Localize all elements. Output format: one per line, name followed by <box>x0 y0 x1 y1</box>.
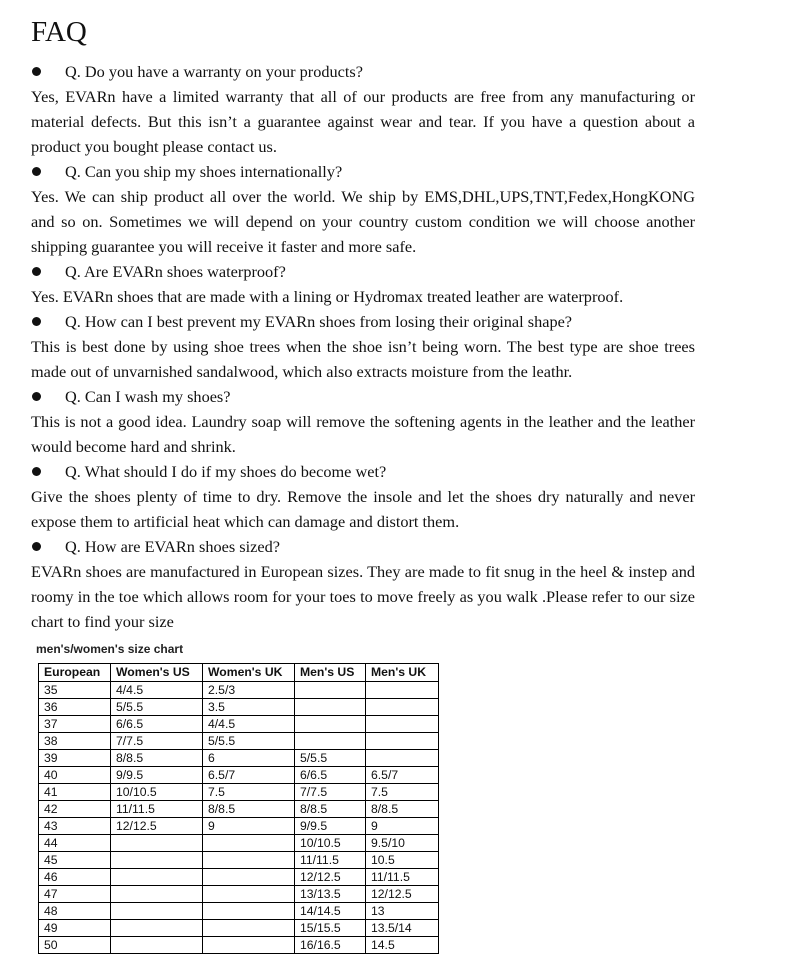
table-cell <box>366 750 439 767</box>
faq-answer: Yes, EVARn have a limited warranty that all of our products are free from any manufacturing or material defects. But this isn’t a guarantee against wear and tear. If you have a question about a product you bought please contact us. <box>31 87 695 156</box>
page-title: FAQ <box>31 16 87 48</box>
size-chart-title: men's/women's size chart <box>36 642 184 656</box>
table-cell: 40 <box>39 767 111 784</box>
table-row <box>39 818 439 835</box>
table-cell: 35 <box>39 682 111 699</box>
bullet-icon <box>32 467 41 476</box>
table-cell <box>111 852 203 869</box>
table-cell <box>366 733 439 750</box>
faq-answer: Yes. EVARn shoes that are made with a lining or Hydromax treated leather are waterproof. <box>31 287 624 306</box>
table-cell: 13 <box>366 903 439 920</box>
faq-answer: Give the shoes plenty of time to dry. Remove the insole and let the shoes dry naturally and never expose them to artificial heat which can damage and distort them. <box>31 487 695 531</box>
table-row <box>39 937 439 954</box>
table-cell <box>111 869 203 886</box>
faq-question: Q. Can you ship my shoes internationally? <box>31 159 695 184</box>
table-cell: 11/11.5 <box>111 801 203 818</box>
table-cell <box>203 869 295 886</box>
table-row <box>39 750 439 767</box>
faq-answer: This is best done by using shoe trees when the shoe isn’t being worn. The best type are shoe trees made out of unvarnished sandalwood, which also extracts moisture from the leathr. <box>31 337 695 381</box>
table-cell: 5/5.5 <box>203 733 295 750</box>
table-cell: 10/10.5 <box>295 835 366 852</box>
table-cell <box>111 937 203 954</box>
faq-answer: EVARn shoes are manufactured in European sizes. They are made to fit snug in the heel & instep and roomy in the toe which allows room for your toes to move freely as you walk .Please refer to our size chart to find your size <box>31 562 695 631</box>
table-row <box>39 716 439 733</box>
table-cell <box>111 903 203 920</box>
table-cell: 9 <box>203 818 295 835</box>
table-cell: 7/7.5 <box>111 733 203 750</box>
table-cell: 11/11.5 <box>295 852 366 869</box>
faq-item <box>31 259 695 309</box>
table-cell <box>203 920 295 937</box>
table-cell: 43 <box>39 818 111 835</box>
table-row <box>39 784 439 801</box>
table-header-row <box>39 664 439 682</box>
table-cell: 8/8.5 <box>295 801 366 818</box>
faq-answer: Yes. We can ship product all over the world. We ship by EMS,DHL,UPS,TNT,Fedex,HongKONG and so on. Sometimes we will depend on your country custom condition we will choose another shipping guarantee you will receive it faster and more safe. <box>31 187 695 256</box>
faq-item <box>31 159 695 259</box>
table-cell <box>366 716 439 733</box>
table-cell: 5/5.5 <box>295 750 366 767</box>
table-cell: 48 <box>39 903 111 920</box>
table-row <box>39 869 439 886</box>
table-cell: 6/6.5 <box>295 767 366 784</box>
table-cell: 12/12.5 <box>111 818 203 835</box>
table-cell: 12/12.5 <box>295 869 366 886</box>
table-cell <box>203 852 295 869</box>
table-cell: 37 <box>39 716 111 733</box>
table-cell: 13.5/14 <box>366 920 439 937</box>
table-cell: 14.5 <box>366 937 439 954</box>
faq-item <box>31 459 695 534</box>
table-cell: 11/11.5 <box>366 869 439 886</box>
table-cell: 8/8.5 <box>366 801 439 818</box>
bullet-icon <box>32 392 41 401</box>
table-cell <box>203 886 295 903</box>
table-cell: 7.5 <box>366 784 439 801</box>
table-cell <box>111 835 203 852</box>
table-row <box>39 920 439 937</box>
table-cell: 9/9.5 <box>295 818 366 835</box>
table-cell: 39 <box>39 750 111 767</box>
table-cell: 6.5/7 <box>366 767 439 784</box>
table-row <box>39 767 439 784</box>
table-cell: 41 <box>39 784 111 801</box>
table-cell: 16/16.5 <box>295 937 366 954</box>
size-chart-table <box>38 663 439 954</box>
table-cell: 42 <box>39 801 111 818</box>
table-row <box>39 801 439 818</box>
table-cell: 7.5 <box>203 784 295 801</box>
table-cell: 50 <box>39 937 111 954</box>
faq-question: Q. How are EVARn shoes sized? <box>31 534 695 559</box>
faq-question: Q. Are EVARn shoes waterproof? <box>31 259 695 284</box>
table-cell: 10/10.5 <box>111 784 203 801</box>
table-cell: 45 <box>39 852 111 869</box>
table-cell: 8/8.5 <box>203 801 295 818</box>
table-cell <box>295 682 366 699</box>
table-cell <box>111 886 203 903</box>
faq-list <box>31 59 695 634</box>
table-row <box>39 852 439 869</box>
table-cell: 36 <box>39 699 111 716</box>
table-cell: 44 <box>39 835 111 852</box>
table-cell: 6 <box>203 750 295 767</box>
table-cell: 38 <box>39 733 111 750</box>
table-cell: 8/8.5 <box>111 750 203 767</box>
table-cell <box>295 733 366 750</box>
table-cell: 9/9.5 <box>111 767 203 784</box>
faq-answer: This is not a good idea. Laundry soap will remove the softening agents in the leather and the leather would become hard and shrink. <box>31 412 695 456</box>
table-cell <box>366 699 439 716</box>
table-cell: 3.5 <box>203 699 295 716</box>
table-cell <box>366 682 439 699</box>
bullet-icon <box>32 167 41 176</box>
table-row <box>39 886 439 903</box>
column-header: Men's US <box>295 664 366 682</box>
faq-item <box>31 59 695 159</box>
table-cell: 12/12.5 <box>366 886 439 903</box>
faq-question: Q. Can I wash my shoes? <box>31 384 695 409</box>
table-row <box>39 835 439 852</box>
table-cell: 49 <box>39 920 111 937</box>
table-cell: 15/15.5 <box>295 920 366 937</box>
faq-item <box>31 534 695 634</box>
table-cell: 46 <box>39 869 111 886</box>
table-cell <box>295 699 366 716</box>
bullet-icon <box>32 67 41 76</box>
table-row <box>39 699 439 716</box>
column-header: Men's UK <box>366 664 439 682</box>
table-cell: 6/6.5 <box>111 716 203 733</box>
table-row <box>39 903 439 920</box>
table-cell <box>203 903 295 920</box>
table-cell: 10.5 <box>366 852 439 869</box>
table-cell: 14/14.5 <box>295 903 366 920</box>
bullet-icon <box>32 317 41 326</box>
table-cell: 4/4.5 <box>203 716 295 733</box>
table-cell: 2.5/3 <box>203 682 295 699</box>
table-cell: 47 <box>39 886 111 903</box>
table-cell <box>203 835 295 852</box>
bullet-icon <box>32 267 41 276</box>
column-header: European <box>39 664 111 682</box>
table-row <box>39 682 439 699</box>
table-cell <box>203 937 295 954</box>
table-cell: 6.5/7 <box>203 767 295 784</box>
table-cell: 5/5.5 <box>111 699 203 716</box>
table-cell: 7/7.5 <box>295 784 366 801</box>
table-cell <box>111 920 203 937</box>
table-row <box>39 733 439 750</box>
faq-item <box>31 384 695 459</box>
table-cell <box>295 716 366 733</box>
bullet-icon <box>32 542 41 551</box>
table-cell: 9.5/10 <box>366 835 439 852</box>
faq-item <box>31 309 695 384</box>
table-cell: 13/13.5 <box>295 886 366 903</box>
table-cell: 4/4.5 <box>111 682 203 699</box>
column-header: Women's US <box>111 664 203 682</box>
faq-question: Q. What should I do if my shoes do become wet? <box>31 459 695 484</box>
table-cell: 9 <box>366 818 439 835</box>
faq-question: Q. How can I best prevent my EVARn shoes from losing their original shape? <box>31 309 695 334</box>
faq-question: Q. Do you have a warranty on your products? <box>31 59 695 84</box>
column-header: Women's UK <box>203 664 295 682</box>
